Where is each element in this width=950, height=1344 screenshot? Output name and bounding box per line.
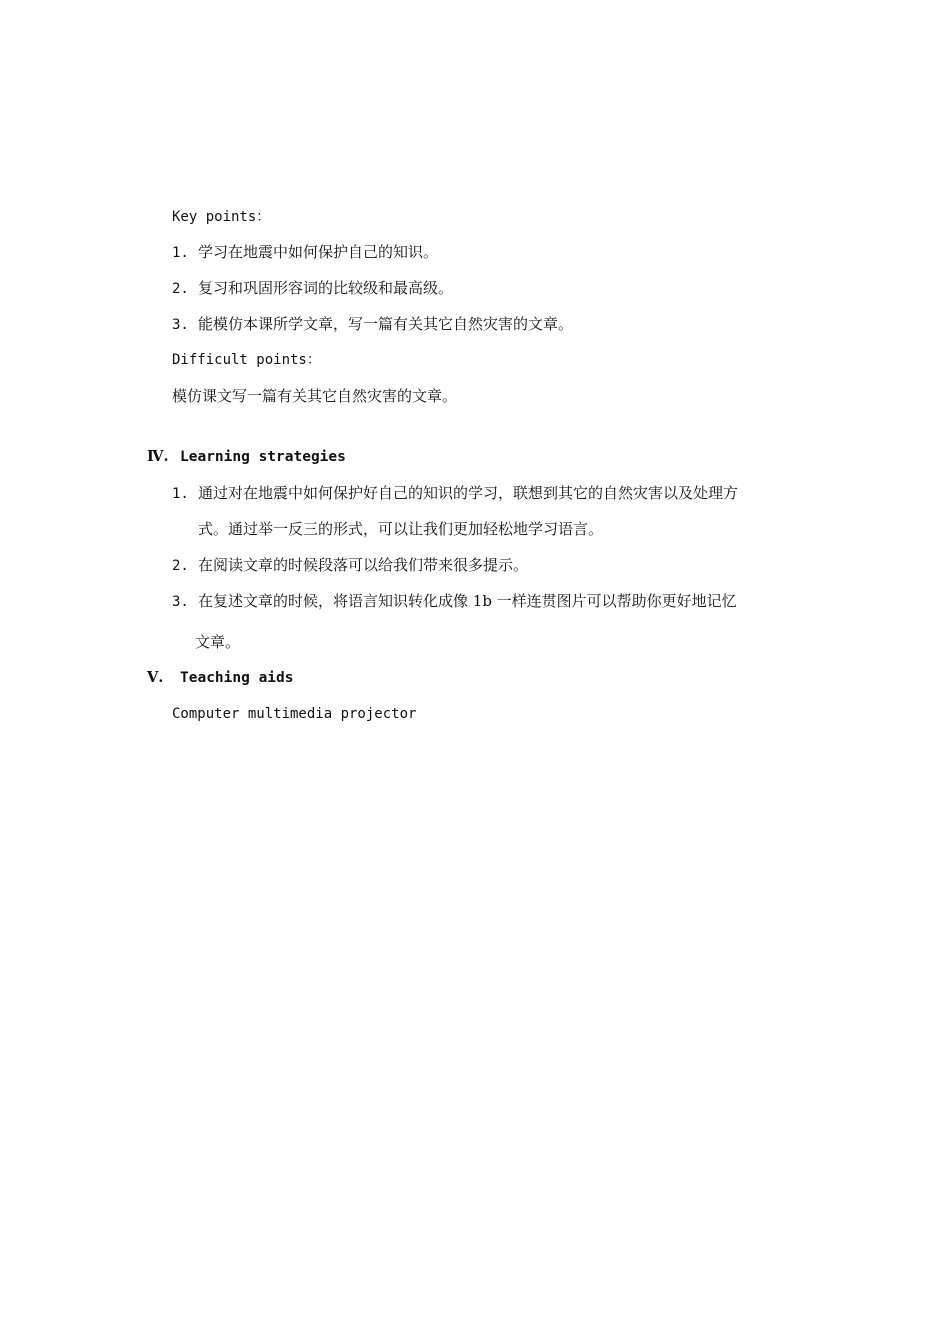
strategy-item-1 <box>172 483 738 504</box>
section-title: Learning strategies <box>180 449 346 465</box>
learning-strategies-heading <box>147 447 346 467</box>
key-point-item-3 <box>172 314 573 335</box>
key-points-label: Key points： <box>172 209 271 225</box>
key-point-text: 学习在地震中如何保护自己的知识。 <box>198 243 439 261</box>
teaching-aids-heading <box>147 668 294 688</box>
strategy-item-2 <box>172 555 528 576</box>
key-point-text: 能模仿本课所学文章，写一篇有关其它自然灾害的文章。 <box>198 315 574 333</box>
strategy-item-1-continuation: 式。通过举一反三的形式，可以让我们更加轻松地学习语言。 <box>198 520 604 538</box>
difficult-points-label: Difficult points： <box>172 352 321 368</box>
strategy-number: 1. <box>172 486 189 502</box>
key-point-number: 3. <box>172 317 189 333</box>
section-title: Teaching aids <box>180 670 294 686</box>
strategy-number: 2. <box>172 558 189 574</box>
strategy-item-3 <box>172 591 737 612</box>
strategy-number: 3. <box>172 594 189 610</box>
difficult-points-text: 模仿课文写一篇有关其它自然灾害的文章。 <box>172 387 458 405</box>
strategy-text: 通过对在地震中如何保护好自己的知识的学习，联想到其它的自然灾害以及处理方 <box>198 484 739 502</box>
key-point-item-1 <box>172 242 438 263</box>
strategy-text: 在复述文章的时候，将语言知识转化成像 1b 一样连贯图片可以帮助你更好地记忆 <box>198 592 737 610</box>
section-numeral: Ⅳ. <box>147 448 169 465</box>
key-point-item-2 <box>172 278 453 299</box>
key-point-number: 1. <box>172 245 189 261</box>
teaching-aids-text: Computer multimedia projector <box>172 706 417 722</box>
strategy-text: 在阅读文章的时候段落可以给我们带来很多提示。 <box>198 556 529 574</box>
section-numeral: Ⅴ. <box>147 669 164 686</box>
strategy-item-3-continuation: 文章。 <box>195 633 241 651</box>
key-point-text: 复习和巩固形容词的比较级和最高级。 <box>198 279 454 297</box>
key-point-number: 2. <box>172 281 189 297</box>
